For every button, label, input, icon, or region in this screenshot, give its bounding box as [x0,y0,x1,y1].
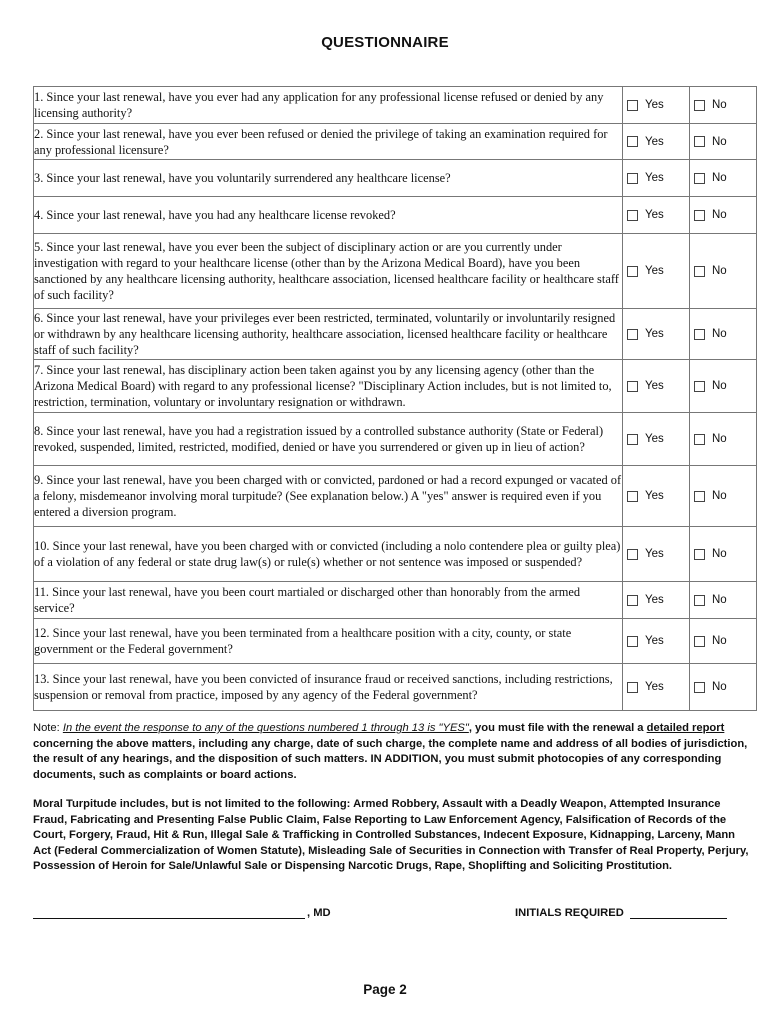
question-text: 9. Since your last renewal, have you been charged with or convicted, pardoned or had a record expunged or vacated of a felony, misdemeanor involving moral turpitude? (See explanation below.) A "yes" answer is required even if you entered a diversion program. [34,466,623,527]
yes-checkbox[interactable] [627,173,638,184]
yes-option[interactable] [623,548,689,560]
yes-checkbox[interactable] [627,491,638,502]
yes-checkbox[interactable] [627,329,638,340]
no-option[interactable] [690,136,756,148]
no-option-cell [690,619,757,664]
no-label: No [712,265,727,277]
yes-option-cell [623,124,690,160]
question-text: 1. Since your last renewal, have you ever had any application for any professional license refused or denied by any licensing authority? [34,87,623,124]
question-row [34,124,757,160]
yes-option[interactable] [623,209,689,221]
question-text: 13. Since your last renewal, have you been convicted of insurance fraud or received sanctions, including restrictions, suspension or removal from practice, imposed by any agency of the Federal government? [34,664,623,711]
yes-option-cell [623,527,690,582]
yes-label: Yes [645,99,664,111]
question-row [34,466,757,527]
yes-checkbox[interactable] [627,636,638,647]
no-option[interactable] [690,265,756,277]
yes-label: Yes [645,209,664,221]
no-option-cell [690,413,757,466]
yes-option[interactable] [623,681,689,693]
question-row [34,582,757,619]
no-label: No [712,635,727,647]
yes-option[interactable] [623,594,689,606]
no-checkbox[interactable] [694,549,705,560]
yes-checkbox[interactable] [627,210,638,221]
yes-option-cell [623,360,690,413]
no-option-cell [690,664,757,711]
question-row [34,197,757,234]
no-label: No [712,681,727,693]
no-checkbox[interactable] [694,434,705,445]
no-option-cell [690,234,757,309]
yes-checkbox[interactable] [627,100,638,111]
page-number: Page 2 [363,982,407,997]
yes-checkbox[interactable] [627,595,638,606]
yes-label: Yes [645,328,664,340]
yes-option[interactable] [623,136,689,148]
no-label: No [712,99,727,111]
initials-line[interactable] [630,918,727,919]
no-option-cell [690,309,757,360]
question-row [34,413,757,466]
question-text: 8. Since your last renewal, have you had a registration issued by a controlled substance authority (State or Federal) revoked, suspended, limited, restricted, modified, denied or have you surrendered or given up in lieu of action? [34,413,623,466]
yes-label: Yes [645,594,664,606]
no-label: No [712,209,727,221]
no-option[interactable] [690,209,756,221]
yes-checkbox[interactable] [627,682,638,693]
question-row [34,360,757,413]
question-row [34,664,757,711]
note-bold-text-b: concerning the above matters, including any charge, date of such charge, the complete name and address of all bodies of jurisdiction, the result of any hearings, and the disposition of such matters. IN ADDITION, you must submit photocopies of any corresponding documents, such as complaints or board actions. [33,737,748,781]
yes-checkbox[interactable] [627,434,638,445]
signature-row [33,905,743,925]
question-text: 3. Since your last renewal, have you voluntarily surrendered any healthcare license? [34,160,623,197]
yes-checkbox[interactable] [627,136,638,147]
no-checkbox[interactable] [694,136,705,147]
yes-label: Yes [645,135,664,148]
no-option[interactable] [690,433,756,445]
yes-option-cell [623,309,690,360]
yes-option-cell [623,619,690,664]
yes-label: Yes [645,681,664,693]
questionnaire-table [33,86,757,711]
no-option-cell [690,360,757,413]
yes-option[interactable] [623,490,689,502]
no-label: No [712,548,727,560]
no-option-cell [690,466,757,527]
no-option[interactable] [690,328,756,340]
yes-label: Yes [645,380,664,392]
initials-label: INITIALS REQUIRED [515,907,624,919]
yes-option-cell [623,413,690,466]
yes-option[interactable] [623,99,689,111]
question-row [34,619,757,664]
no-label: No [712,433,727,445]
no-option-cell [690,527,757,582]
no-option-cell [690,124,757,160]
yes-option[interactable] [623,172,689,184]
yes-label: Yes [645,265,664,277]
yes-option-cell [623,197,690,234]
yes-checkbox[interactable] [627,381,638,392]
question-text: 11. Since your last renewal, have you been court martialed or discharged other than honorably from the armed service? [34,582,623,619]
no-checkbox[interactable] [694,173,705,184]
no-checkbox[interactable] [694,491,705,502]
no-option[interactable] [690,172,756,184]
yes-checkbox[interactable] [627,549,638,560]
signature-line[interactable] [33,918,305,919]
no-checkbox[interactable] [694,381,705,392]
question-text: 6. Since your last renewal, have your privileges ever been restricted, terminated, voluntarily or involuntarily resigned or withdrawn by any healthcare licensing authority, healthcare association, licensed healthcare facility or healthcare staff of such facility? [34,309,623,360]
no-option[interactable] [690,99,756,111]
no-option-cell [690,197,757,234]
questionnaire-body [34,87,757,711]
question-row [34,234,757,309]
no-label: No [712,328,727,340]
yes-label: Yes [645,635,664,647]
yes-label: Yes [645,548,664,560]
no-label: No [712,594,727,606]
note-italic-text: In the event the response to any of the questions numbered 1 through 13 is "YES" [62,722,469,734]
question-text: 7. Since your last renewal, has disciplinary action been taken against you by any licensing agency (other than the Arizona Medical Board) with regard to any professional license? "Disciplinary Action includes, but is not limited to, restriction, termination, voluntary or involuntary resignation or withdrawn. [34,360,623,413]
yes-option[interactable] [623,433,689,445]
no-label: No [712,380,727,392]
no-option[interactable] [690,490,756,502]
no-option[interactable] [690,635,756,647]
yes-option[interactable] [623,328,689,340]
no-checkbox[interactable] [694,636,705,647]
no-option-cell [690,160,757,197]
question-text: 5. Since your last renewal, have you ever been the subject of disciplinary action or are you currently under investigation with regard to your healthcare license (other than by the Arizona Medical Board), have you been sanctioned by any healthcare licensing authority, healthcare association, licensed healthcare facility or healthcare staff of such facility? [34,234,623,309]
yes-option-cell [623,160,690,197]
yes-option-cell [623,234,690,309]
question-text: 2. Since your last renewal, have you ever been refused or denied the privilege of taking an examination required for any professional licensure? [34,124,623,160]
question-text: 4. Since your last renewal, have you had any healthcare license revoked? [34,197,623,234]
yes-label: Yes [645,490,664,502]
no-option[interactable] [690,594,756,606]
no-option-cell [690,582,757,619]
yes-checkbox[interactable] [627,266,638,277]
question-row [34,527,757,582]
question-row [34,160,757,197]
no-option[interactable] [690,548,756,560]
no-option[interactable] [690,681,756,693]
md-label: , MD [307,907,331,919]
no-label: No [712,172,727,184]
note-prefix: Note: [33,722,63,734]
no-option[interactable] [690,380,756,392]
no-checkbox[interactable] [694,329,705,340]
note-paragraph [33,721,749,783]
question-row [34,309,757,360]
yes-option-cell [623,664,690,711]
no-checkbox[interactable] [694,100,705,111]
yes-option-cell [623,582,690,619]
no-checkbox[interactable] [694,210,705,221]
yes-option[interactable] [623,265,689,277]
yes-label: Yes [645,172,664,184]
yes-option[interactable] [623,635,689,647]
question-text: 10. Since your last renewal, have you been charged with or convicted (including a nolo contendere plea or guilty plea) of a violation of any federal or state drug law(s) or rule(s) whether or not sentence was imposed or suspended? [34,527,623,582]
no-label: No [712,135,727,148]
moral-turpitude-paragraph: Moral Turpitude includes, but is not limited to the following: Armed Robbery, Assault with a Deadly Weapon, Attempted Insurance Fraud, Fabricating and Presenting False Public Claim, False Reporting to Law Enforcement Agency, Falsification of Records of the Court, Forgery, Fraud, Hit & Run, Illegal Sale & Trafficking in Controlled Substances, Indecent Exposure, Kidnapping, Larceny, Mann Act (Federal Commercialization of Women Statute), Misleading Sale of Securities in Connection with Transfer of Real Property, Perjury, Possession of Heroin for Sale/Unlawful Sale or Dispensing Narcotic Drugs, Rape, Shoplifting and Soliciting Prostitution. [33,798,749,873]
yes-option[interactable] [623,380,689,392]
yes-option-cell [623,466,690,527]
note-detailed-report: detailed report [646,722,725,734]
no-checkbox[interactable] [694,266,705,277]
note-bold-text-a: , you must file with the renewal a [468,722,647,734]
question-text: 12. Since your last renewal, have you been terminated from a healthcare position with a city, county, or state government or the Federal government? [34,619,623,664]
yes-option-cell [623,87,690,124]
question-row [34,87,757,124]
no-label: No [712,490,727,502]
no-option-cell [690,87,757,124]
no-checkbox[interactable] [694,595,705,606]
yes-label: Yes [645,433,664,445]
no-checkbox[interactable] [694,682,705,693]
page-title: QUESTIONNAIRE [321,34,449,51]
